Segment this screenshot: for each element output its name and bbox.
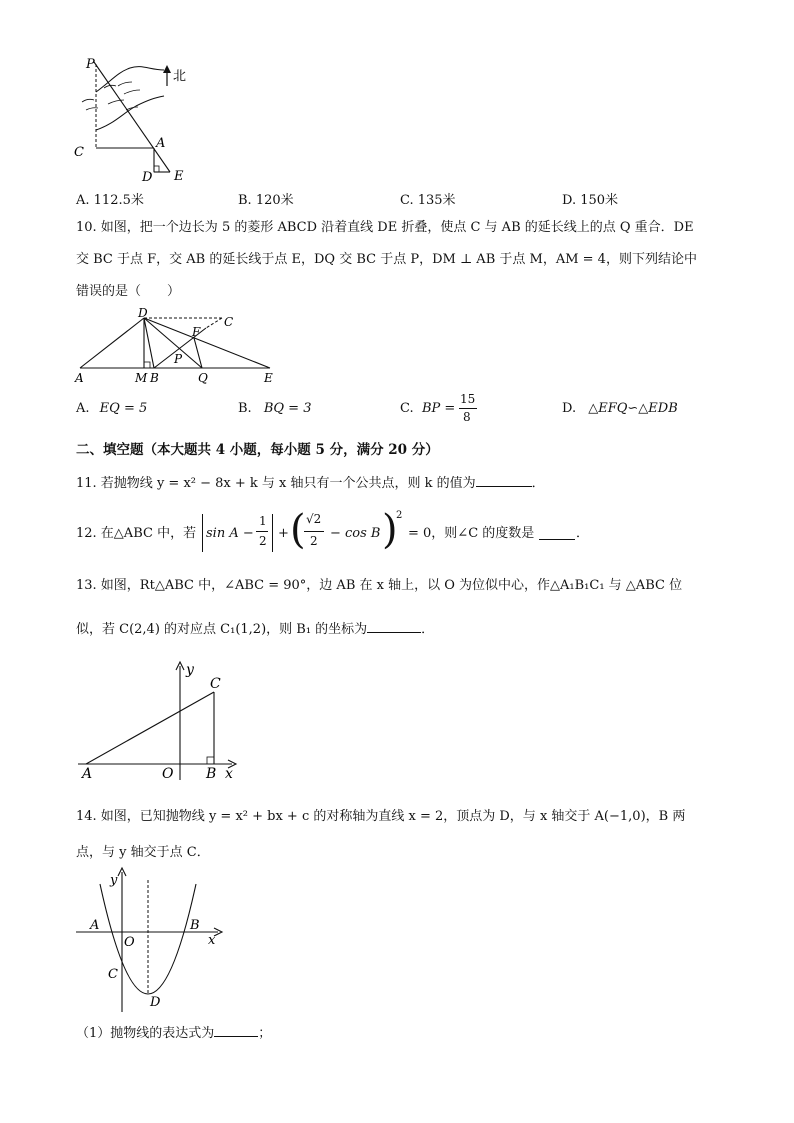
q9-option-b: B. 120米 [238, 193, 294, 208]
q14-figure [72, 866, 232, 1016]
q10-option-d-math: △EFQ∽△EDB [588, 401, 678, 416]
q11 [76, 474, 545, 493]
q10-option-c-denominator: 8 [463, 410, 471, 424]
label-B: B [150, 371, 159, 385]
q11-answer-blank[interactable] [476, 474, 532, 487]
line-AC [86, 692, 214, 764]
q11-text: 11. 若抛物线 y = x² − 8x + k 与 x 轴只有一个公共点，则 k 的值为 [76, 476, 476, 491]
section-title: 二、填空题（本大题共 4 小题，每小题 5 分，满分 20 分） [76, 442, 439, 458]
q12-sqrt-num: √2 [306, 512, 322, 526]
q9-option-d: D. 150米 [562, 193, 619, 208]
label-y: y [186, 662, 194, 678]
q12-paren-right: ) [382, 507, 398, 553]
label-O: O [162, 766, 174, 782]
label-Q: Q [198, 371, 208, 385]
q10-option-a [76, 401, 147, 416]
q12-sin: sin A − [206, 526, 254, 541]
label-A: A [90, 918, 100, 933]
q10-option-b [238, 401, 311, 416]
q13-answer-blank[interactable] [367, 620, 421, 633]
q10-option-b-prefix: B. [238, 401, 252, 416]
label-B: B [190, 918, 200, 933]
label-y: y [110, 873, 118, 888]
label-x: x [208, 933, 216, 948]
river-bank-lower [96, 96, 164, 130]
line-AD [80, 318, 144, 368]
q10-option-c-prefix: C. [400, 401, 414, 416]
q12-answer-blank[interactable] [539, 527, 575, 540]
q10-line3: 错误的是（ ） [76, 284, 181, 299]
q12-half-bar [256, 531, 268, 532]
label-D: D [138, 306, 148, 320]
q14-sub1-text: （1）抛物线的表达式为 [76, 1026, 215, 1041]
q10-option-b-math: BQ = 3 [263, 401, 312, 416]
line-PE [94, 62, 170, 172]
label-A: A [82, 766, 93, 782]
label-C: C [224, 315, 234, 329]
q10-option-d-prefix: D. [562, 401, 577, 416]
q14-sub1 [76, 1024, 271, 1043]
q12 [76, 507, 696, 558]
q10-figure [72, 306, 282, 388]
q13-line1: 13. 如图，Rt△ABC 中，∠ABC = 90°，边 AB 在 x 轴上，以 O 为位似中心，作△A₁B₁C₁ 与 △ABC 位 [76, 578, 683, 593]
label-P: P [174, 352, 183, 366]
q10-option-c-numerator: 15 [460, 392, 476, 406]
q9-option-c: C. 135米 [400, 193, 456, 208]
q12-prefix: 12. 在△ABC 中，若 [76, 526, 197, 541]
q12-abs-right [272, 514, 273, 552]
q10-option-c-math: BP = [422, 401, 456, 416]
label-M: M [135, 371, 148, 385]
q10-line1: 10. 如图，把一个边长为 5 的菱形 ABCD 沿着直线 DE 折叠，使点 C 与 AB 的延长线上的点 Q 重合．DE [76, 220, 694, 235]
label-x: x [225, 766, 233, 782]
q10-option-c-fraction-bar [459, 408, 477, 409]
label-D: D [150, 995, 161, 1010]
q12-sqrt-bar [304, 531, 324, 532]
q14-line2: 点，与 y 轴交于点 C． [76, 845, 210, 860]
q12-cos: − cos B [330, 526, 381, 541]
label-north: 北 [173, 69, 187, 84]
label-C: C [108, 967, 118, 982]
line-FQ [194, 338, 202, 368]
label-F: F [192, 325, 201, 339]
q10-option-d [562, 401, 678, 416]
line-CF [206, 318, 222, 328]
q12-plus: + [278, 526, 289, 541]
label-A: A [75, 371, 84, 385]
q12-square: 2 [396, 510, 403, 521]
q10-line2: 交 BC 于点 F，交 AB 的延长线于点 E，DQ 交 BC 于点 P，DM ⊥ AB 于点 M，AM = 4，则下列结论中 [76, 252, 697, 267]
label-B: B [206, 766, 217, 782]
label-C: C [74, 145, 84, 160]
q13-end: ． [421, 622, 435, 637]
q9-figure [70, 52, 210, 184]
q13-line2 [76, 620, 434, 639]
label-O: O [124, 935, 135, 950]
label-E: E [264, 371, 273, 385]
q14-sub1-answer-blank[interactable] [214, 1024, 258, 1037]
q12-end: ． [576, 526, 590, 541]
q9-option-a: A. 112.5米 [76, 193, 144, 208]
q12-half-den: 2 [259, 534, 267, 548]
q13-figure [72, 660, 252, 782]
q11-end: ． [531, 476, 545, 491]
label-P: P [86, 57, 95, 72]
q14-line1: 14. 如图，已知抛物线 y = x² + bx + c 的对称轴为直线 x = 2，顶点为 D，与 x 轴交于 A(−1,0)，B 两 [76, 809, 686, 824]
q12-sqrt-den: 2 [310, 534, 318, 548]
q13-line2-text: 似，若 C(2,4) 的对应点 C₁(1,2)，则 B₁ 的坐标为 [76, 622, 368, 637]
label-D: D [142, 170, 153, 184]
q12-eq: = 0，则∠C 的度数是 [408, 526, 535, 541]
q10-option-a-prefix: A. [76, 401, 90, 416]
q14-sub1-end: ； [258, 1026, 272, 1041]
q12-paren-left: ( [290, 507, 306, 553]
q12-half-num: 1 [259, 514, 267, 528]
q12-abs-left [202, 514, 203, 552]
q10-option-a-math: EQ = 5 [99, 401, 148, 416]
label-E: E [174, 169, 184, 184]
label-C: C [210, 676, 221, 692]
label-A: A [156, 136, 166, 151]
